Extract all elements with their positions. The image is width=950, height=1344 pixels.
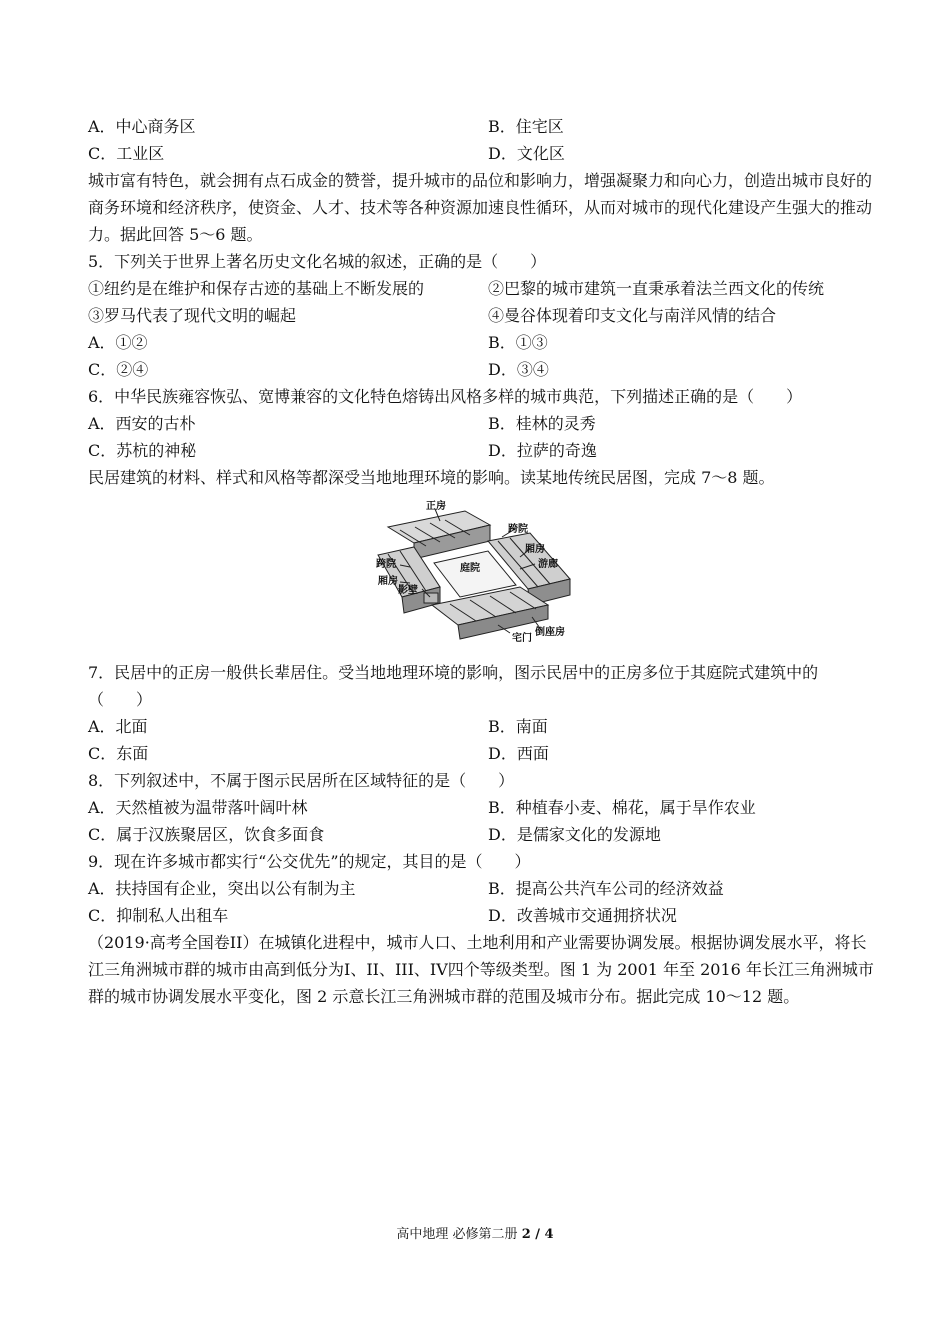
intro-10-12: （2019·高考全国卷II）在城镇化进程中，城市人口、土地利用和产业需要协调发展。根据协调发展水平，将长江三角洲城市群的城市由高到低分为I、II、III、IV四个等级类型。图 1 为 2001 年至 2016 年长江三角洲城市群的城市协调发展水平变化，图 2 示意长江三角洲城市群的范围及城市分布。据此完成 10～12 题。 — [88, 933, 874, 1006]
q9-options-row-1 — [88, 875, 724, 902]
label-xiangfang-left: 厢房 — [378, 576, 398, 587]
q8-option-a: A．天然植被为温带落叶阔叶林 — [88, 798, 308, 817]
q8-option-b: B．种植春小麦、棉花，属于旱作农业 — [488, 798, 756, 817]
q5-statement-1: ①纽约是在维护和保存古迹的基础上不断发展的 — [88, 279, 425, 298]
q9-options-row-2 — [88, 902, 677, 929]
q8-option-d: D．是儒家文化的发源地 — [488, 825, 661, 844]
q8-options-row-2 — [88, 821, 661, 848]
q7-options-row-1 — [88, 713, 548, 740]
q5-statement-3: ③罗马代表了现代文明的崛起 — [88, 306, 297, 325]
q4-option-a: A．中心商务区 — [88, 117, 196, 136]
q7-option-c: C．东面 — [88, 744, 149, 763]
footer-title: 高中地理 必修第二册 — [396, 1227, 518, 1242]
q6-option-c: C．苏杭的神秘 — [88, 441, 197, 460]
q6-option-b: B．桂林的灵秀 — [488, 414, 596, 433]
q4-options-row-2 — [88, 140, 565, 167]
q9-stem: 9．现在许多城市都实行“公交优先”的规定，其目的是（ ） — [88, 852, 531, 871]
label-kuayuan-right: 跨院 — [508, 524, 528, 535]
q6-stem: 6．中华民族雍容恢弘、宽博兼容的文化特色熔铸出风格多样的城市典范，下列描述正确的是（ ） — [88, 387, 803, 406]
q5-stem: 5．下列关于世界上著名历史文化名城的叙述，正确的是（ ） — [88, 252, 547, 271]
q7-option-a: A．北面 — [88, 717, 148, 736]
q7-options-row-2 — [88, 740, 549, 767]
q4-options-row-1 — [88, 113, 564, 140]
q7-option-b: B．南面 — [488, 717, 548, 736]
q7-stem-line-2: （ ） — [88, 690, 153, 709]
q8-option-c: C．属于汉族聚居区，饮食多面食 — [88, 825, 325, 844]
intro-5-6: 城市富有特色，就会拥有点石成金的赞誉，提升城市的品位和影响力，增强凝聚力和向心力，创造出城市良好的商务环境和经济秩序，使资金、人才、技术等各种资源加速良性循环，从而对城市的现代化建设产生强大的推动力。据此回答 5～6 题。 — [88, 171, 873, 244]
q8-options-row-1 — [88, 794, 756, 821]
label-zhaimen: 宅门 — [512, 633, 532, 642]
label-xiangfang-right: 厢房 — [525, 544, 545, 555]
q9-option-b: B．提高公共汽车公司的经济效益 — [488, 879, 724, 898]
page-footer — [0, 1225, 950, 1245]
q5-option-a: A．①② — [88, 333, 148, 352]
label-zhengfang: 正房 — [426, 501, 446, 512]
q9-option-d: D．改善城市交通拥挤状况 — [488, 906, 677, 925]
label-tingyuan: 庭院 — [460, 563, 480, 574]
q4-option-d: D．文化区 — [488, 144, 565, 163]
q5-statement-2: ②巴黎的城市建筑一直秉承着法兰西文化的传统 — [488, 279, 825, 298]
courtyard-house-figure — [370, 497, 580, 642]
page-number: 2 / 4 — [521, 1227, 554, 1242]
q5-statement-4: ④曼谷体现着印支文化与南洋风情的结合 — [488, 306, 777, 325]
label-yingbi: 影壁 — [398, 585, 418, 596]
q4-option-c: C．工业区 — [88, 144, 165, 163]
label-kuayuan-left: 跨院 — [376, 559, 396, 570]
q6-options-row-1 — [88, 410, 596, 437]
q5-option-d: D．③④ — [488, 360, 549, 379]
q9-option-a: A．扶持国有企业，突出以公有制为主 — [88, 879, 356, 898]
intro-7-8: 民居建筑的材料、样式和风格等都深受当地地理环境的影响。读某地传统民居图，完成 7～8 题。 — [88, 468, 775, 487]
q7-option-d: D．西面 — [488, 744, 549, 763]
q5-option-b: B．①③ — [488, 333, 548, 352]
q6-option-d: D．拉萨的奇逸 — [488, 441, 597, 460]
q5-option-c: C．②④ — [88, 360, 149, 379]
q8-stem: 8．下列叙述中，不属于图示民居所在区域特征的是（ ） — [88, 771, 515, 790]
q9-option-c: C．抑制私人出租车 — [88, 906, 229, 925]
q5-options-row-2 — [88, 356, 549, 383]
q6-options-row-2 — [88, 437, 597, 464]
courtyard-house-drawing — [370, 497, 580, 642]
q4-option-b: B．住宅区 — [488, 117, 564, 136]
label-youlang: 游廊 — [538, 559, 558, 570]
q7-stem-line-1: 7．民居中的正房一般供长辈居住。受当地地理环境的影响，图示民居中的正房多位于其庭院式建筑中的 — [88, 663, 819, 682]
q6-option-a: A．西安的古朴 — [88, 414, 196, 433]
label-daozuofang: 倒座房 — [535, 627, 565, 638]
q5-statements-row-2 — [88, 302, 777, 329]
q5-statements-row-1 — [88, 275, 825, 302]
q5-options-row-1 — [88, 329, 548, 356]
